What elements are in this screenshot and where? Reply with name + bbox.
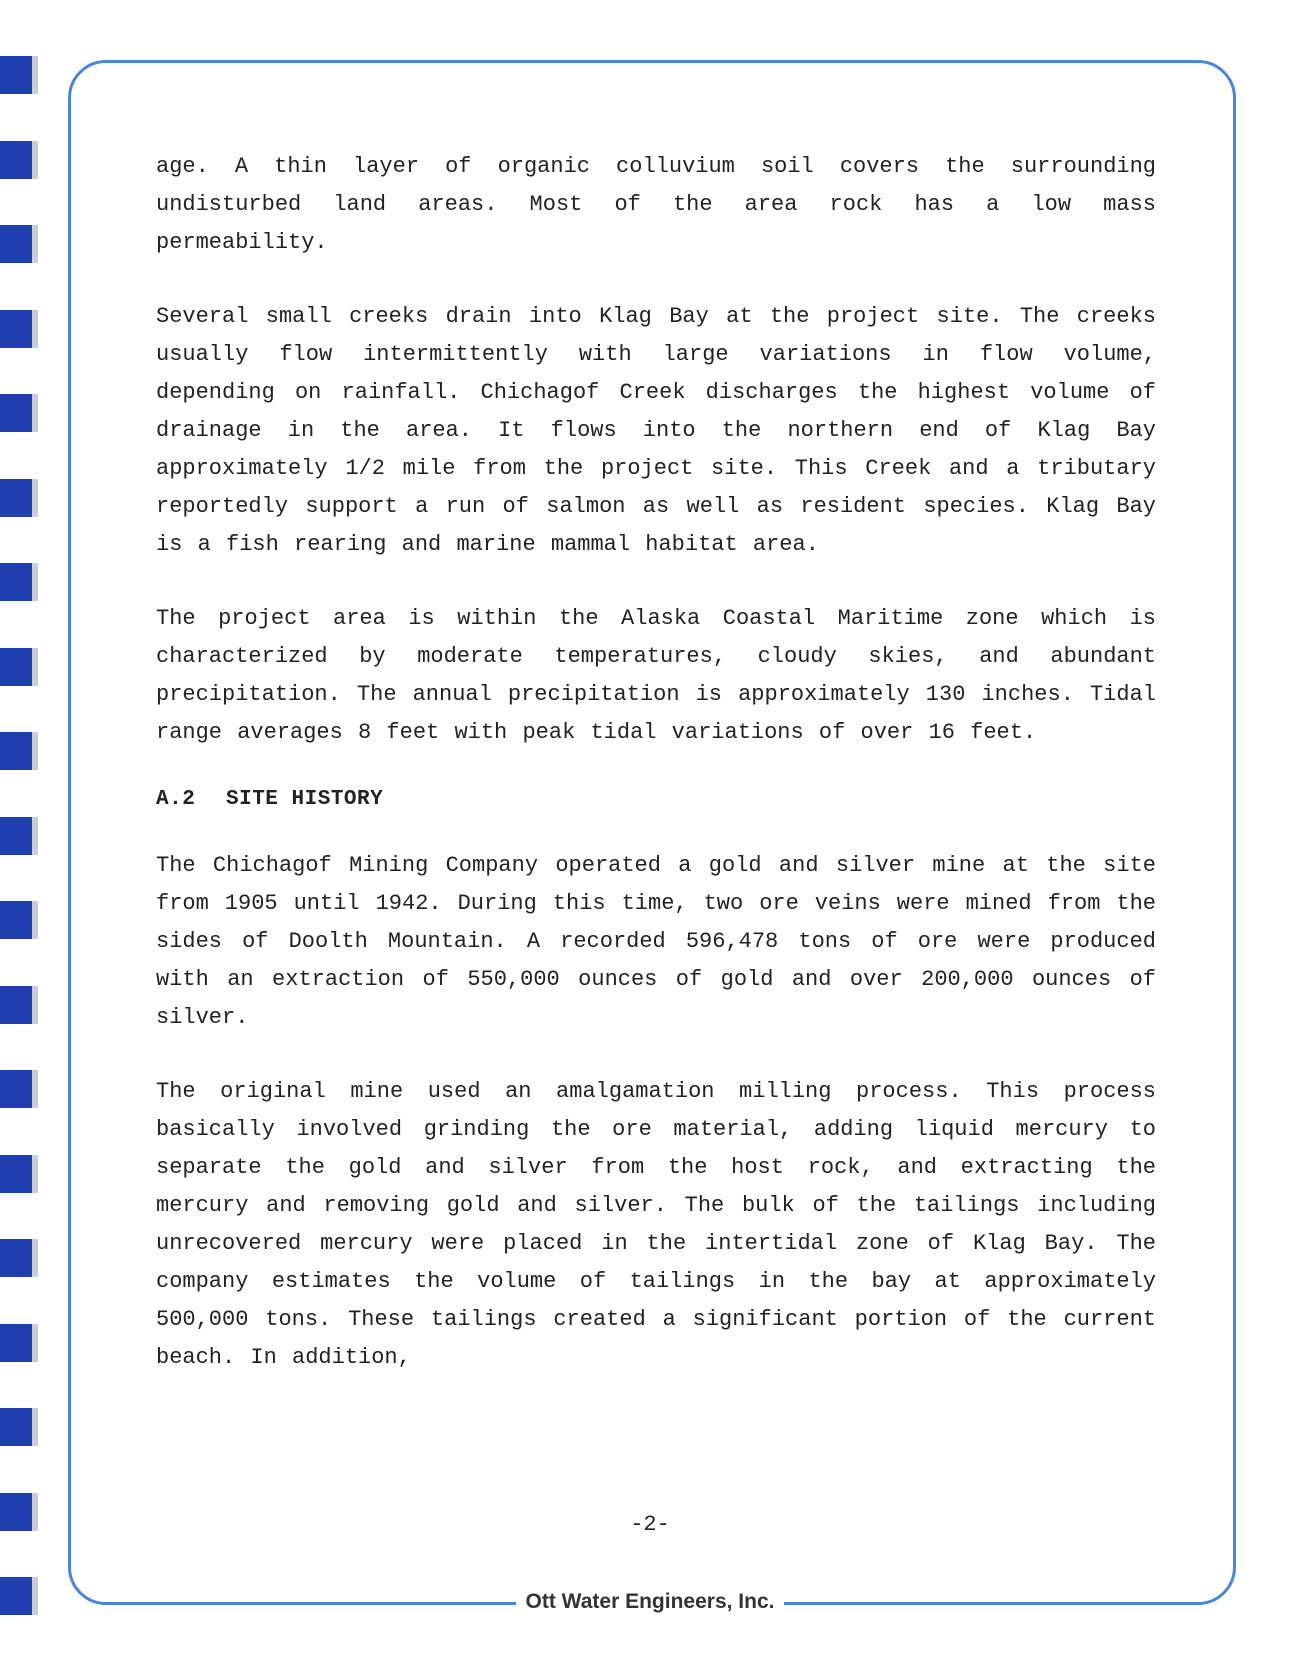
binder-tab (0, 56, 38, 94)
paragraph-soil: age. A thin layer of organic colluvium soil covers the surrounding undisturbed land areas. Most of the area rock has a low mass permeability. (156, 154, 1156, 255)
paragraph-climate: The project area is within the Alaska Coastal Maritime zone which is characterized by moderate temperatures, cloudy skies, and abundant precipitation. The annual precipitation is approximately 130 inches. Tidal range averages 8 feet with peak tidal variations of over 16 feet. (156, 606, 1156, 745)
binder-tab (0, 1155, 38, 1193)
section-title: SITE HISTORY (226, 788, 384, 811)
page-body (156, 148, 1156, 1413)
section-heading (156, 788, 1156, 811)
binder-tab (0, 310, 38, 348)
binder-tab (0, 141, 38, 179)
footer-company-name: Ott Water Engineers, Inc. (516, 1590, 785, 1613)
binder-tab (0, 648, 38, 686)
binder-spine (0, 0, 50, 1670)
paragraph-mine-history: The Chichagof Mining Company operated a gold and silver mine at the site from 1905 until 1942. During this time, two ore veins were mined from the sides of Doolth Mountain. A recorded 596,478 tons of ore were produced with an extraction of 550,000 ounces of gold and over 200,000 ounces of silver. (156, 853, 1156, 1030)
binder-tab (0, 225, 38, 263)
page-number: -2- (630, 1512, 670, 1537)
binder-tab (0, 1324, 38, 1362)
binder-tab (0, 901, 38, 939)
section-number: A.2 (156, 788, 196, 811)
binder-tab (0, 817, 38, 855)
binder-tab (0, 479, 38, 517)
binder-tab (0, 1408, 38, 1446)
paragraph-creeks: Several small creeks drain into Klag Bay at the project site. The creeks usually flow intermittently with large variations in flow volume, depending on rainfall. Chichagof Creek discharges the highest volume of drainage in the area. It flows into the northern end of Klag Bay approximately 1/2 mile from the project site. This Creek and a tributary reportedly support a run of salmon as well as resident species. Klag Bay is a fish rearing and marine mammal habitat area. (156, 304, 1156, 557)
binder-tab (0, 1070, 38, 1108)
binder-tab (0, 732, 38, 770)
footer (0, 1590, 1300, 1614)
binder-tab (0, 394, 38, 432)
paragraph-milling-process: The original mine used an amalgamation milling process. This process basically involved grinding the ore material, adding liquid mercury to separate the gold and silver from the host rock, and extracting the mercury and removing gold and silver. The bulk of the tailings including unrecovered mercury were placed in the intertidal zone of Klag Bay. The company estimates the volume of tailings in the bay at approximately 500,000 tons. These tailings created a significant portion of the current beach. In addition, (156, 1079, 1156, 1370)
binder-tab (0, 563, 38, 601)
binder-tab (0, 986, 38, 1024)
binder-tab (0, 1239, 38, 1277)
